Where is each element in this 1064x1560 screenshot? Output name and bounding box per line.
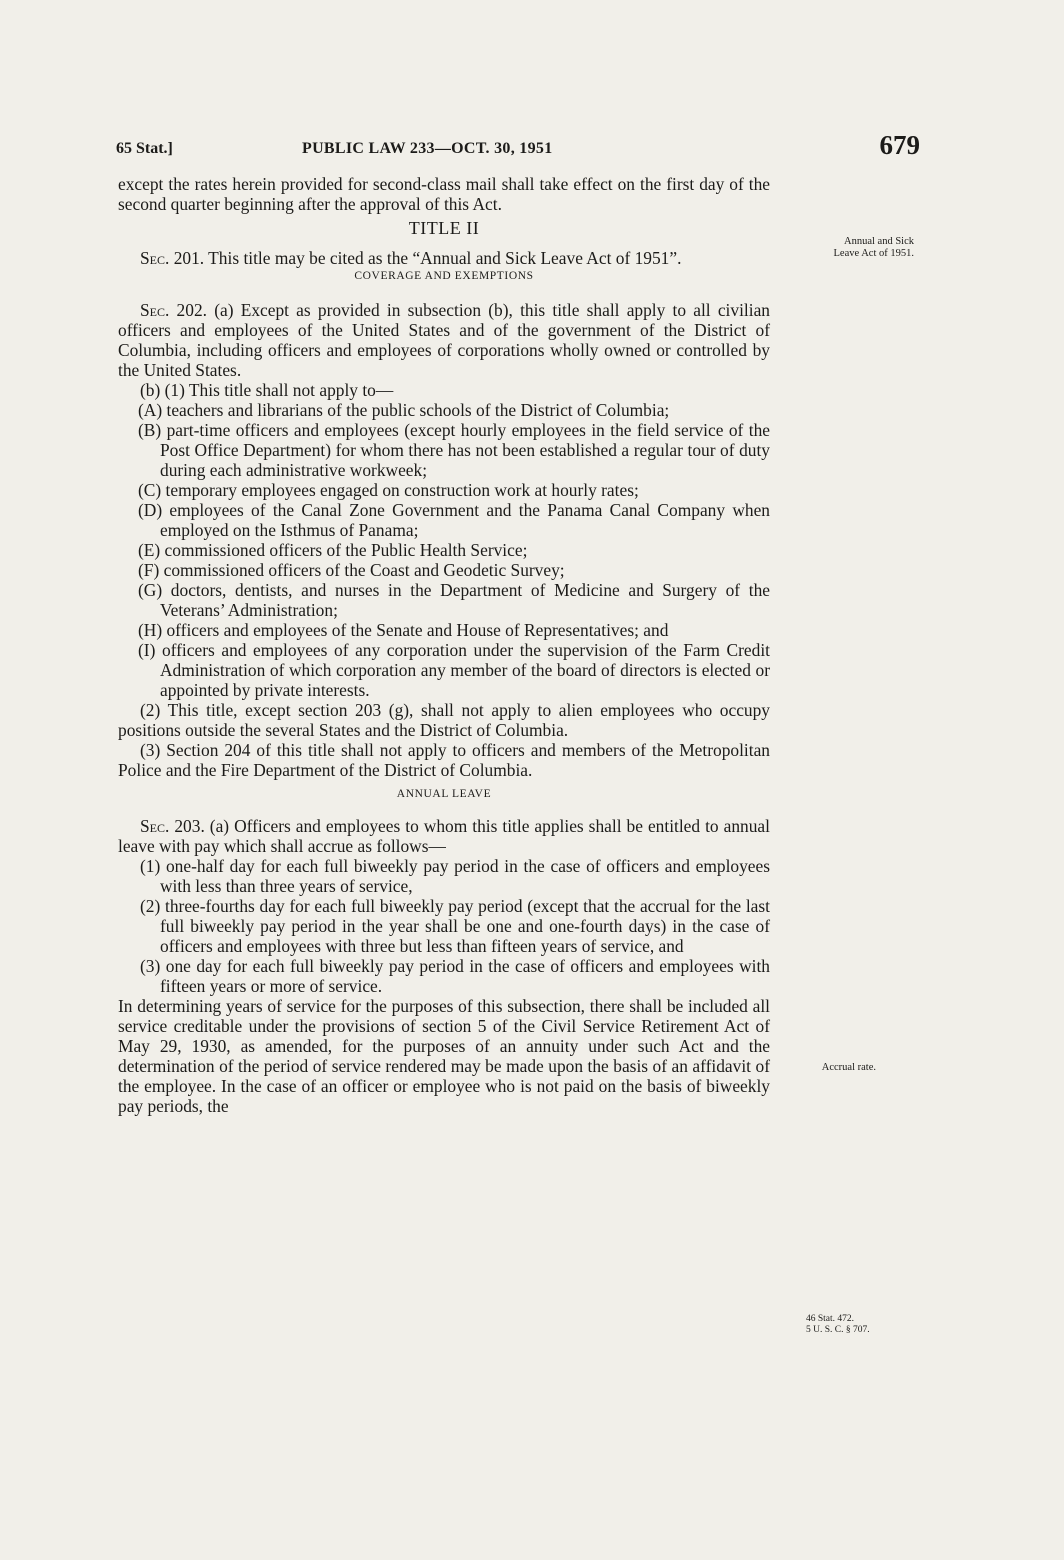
- accrual-item-1: (1) one-half day for each full biweekly pay period in the case of officers and employees with less than three years of service,: [140, 856, 770, 896]
- sec-202-paragraph: [118, 300, 770, 380]
- sec-202-label: Sec.: [140, 300, 170, 320]
- subsection-b2: (2) This title, except section 203 (g), shall not apply to alien employees who occupy positions outside the several States and the District of Columbia.: [118, 700, 770, 740]
- stat-ref-line-2: 5 U. S. C. § 707.: [806, 1325, 870, 1335]
- annual-leave-heading: ANNUAL LEAVE: [396, 788, 492, 800]
- title-heading: TITLE II: [408, 218, 480, 238]
- clause-g: (G) doctors, dentists, and nurses in the Department of Medicine and Surgery of the Veterans’ Administration;: [138, 580, 770, 620]
- sec-203-paragraph: [118, 816, 770, 856]
- clause-h: (H) officers and employees of the Senate and House of Representatives; and: [138, 620, 669, 640]
- clause-d: (D) employees of the Canal Zone Government and the Panama Canal Company when employed on the Isthmus of Panama;: [138, 500, 770, 540]
- accrual-item-2: (2) three-fourths day for each full biweekly pay period (except that the accrual for the last full biweekly pay period in the year shall be one and one-fourth days) in the case of officers and employees with three but less than fifteen years of service, and: [140, 896, 770, 956]
- margin-note-line-1: Annual and Sick: [844, 236, 914, 247]
- sec-202-text: 202. (a) Except as provided in subsection (b), this title shall apply to all civilian officers and employees of the United States and of the government of the District of Columbia, including officers and employees of corporations wholly owned or controlled by the United States.: [118, 300, 770, 380]
- years-of-service-paragraph: In determining years of service for the purposes of this subsection, there shall be included all service creditable under the provisions of section 5 of the Civil Service Retirement Act of May 29, 1930, as amended, for the purposes of an annuity under such Act and the determination of the period of service rendered may be made upon the basis of an affidavit of the employee. In the case of an officer or employee who is not paid on the basis of biweekly pay periods, the: [118, 996, 770, 1116]
- accrual-rate-label: Accrual rate.: [821, 1062, 876, 1073]
- margin-note-annual-sick-leave: [784, 236, 914, 260]
- margin-note-accrual-rate: [736, 1062, 876, 1074]
- accrual-item-3: (3) one day for each full biweekly pay period in the case of officers and employees with fifteen years or more of service.: [140, 956, 770, 996]
- statute-body: [118, 174, 770, 1116]
- clause-e: (E) commissioned officers of the Public Health Service;: [138, 540, 528, 560]
- sec-201-text: 201. This title may be cited as the “Annual and Sick Leave Act of 1951”.: [169, 248, 682, 268]
- coverage-heading: COVERAGE AND EXEMPTIONS: [354, 270, 534, 282]
- statute-volume: 65 Stat.]: [116, 140, 173, 157]
- sec-203-label: Sec.: [140, 816, 170, 836]
- running-head: [116, 130, 920, 164]
- page-number: 679: [879, 130, 920, 160]
- margin-note-statute-reference: [806, 1314, 916, 1336]
- sec-201-label: Sec.: [140, 248, 170, 268]
- continuation-paragraph: except the rates herein provided for second-class mail shall take effect on the first day of the second quarter beginning after the approval of this Act.: [118, 174, 770, 214]
- sec-201-paragraph: [118, 248, 770, 268]
- public-law-title: PUBLIC LAW 233—OCT. 30, 1951: [302, 140, 553, 157]
- clause-c: (C) temporary employees engaged on construction work at hourly rates;: [138, 480, 639, 500]
- clause-f: (F) commissioned officers of the Coast and Geodetic Survey;: [138, 560, 565, 580]
- clause-b: (B) part-time officers and employees (except hourly employees in the field service of the Post Office Department) for whom there has not been established a regular tour of duty during each administrative workweek;: [138, 420, 770, 480]
- subsection-b3: (3) Section 204 of this title shall not apply to officers and members of the Metropolitan Police and the Fire Department of the District of Columbia.: [118, 740, 770, 780]
- clause-i: (I) officers and employees of any corporation under the supervision of the Farm Credit Administration of which corporation any member of the board of directors is elected or appointed by private interests.: [138, 640, 770, 700]
- clause-a: (A) teachers and librarians of the public schools of the District of Columbia;: [138, 400, 670, 420]
- subsection-b1: (b) (1) This title shall not apply to—: [140, 380, 394, 400]
- margin-note-line-2: Leave Act of 1951.: [833, 248, 914, 259]
- stat-ref-line-1: 46 Stat. 472.: [806, 1314, 855, 1324]
- sec-203-text: 203. (a) Officers and employees to whom this title applies shall be entitled to annual leave with pay which shall accrue as follows—: [118, 816, 770, 856]
